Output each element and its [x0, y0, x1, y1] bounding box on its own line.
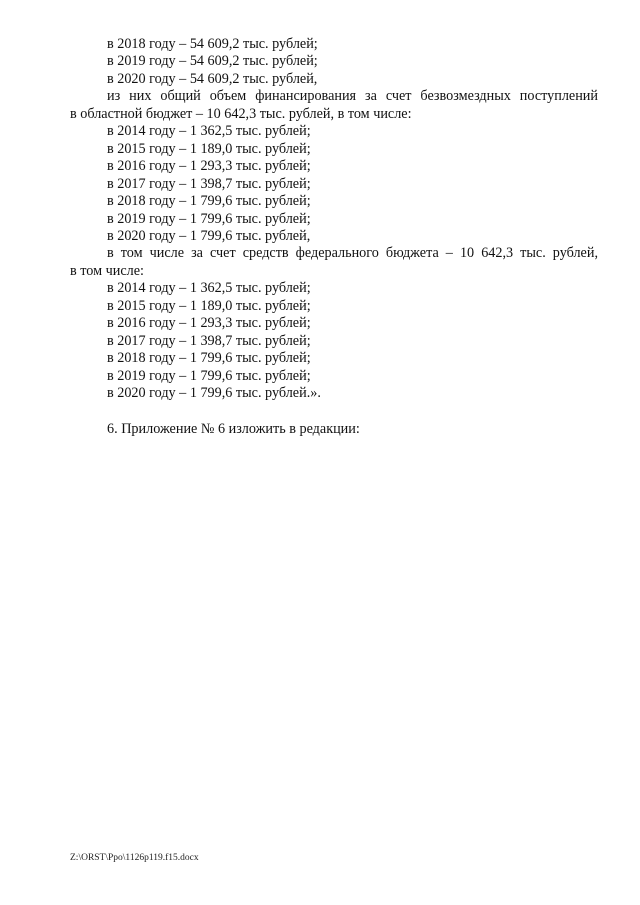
funding-line-2020: в 2020 году – 54 609,2 тыс. рублей, [107, 70, 318, 87]
list-item: в 2019 году – 1 799,6 тыс. рублей; [107, 367, 311, 384]
document-body [70, 36, 598, 438]
paragraph-gratuitous-receipts-line1: из них общий объем финансирования за счет безвозмездных поступлений [107, 88, 598, 105]
paragraph-federal-budget-line2: в том числе: [70, 262, 144, 279]
list-item: в 2014 году – 1 362,5 тыс. рублей; [107, 280, 311, 297]
list-item: в 2015 году – 1 189,0 тыс. рублей; [107, 140, 311, 157]
list-item: в 2016 году – 1 293,3 тыс. рублей; [107, 315, 311, 332]
list-item: в 2019 году – 1 799,6 тыс. рублей; [107, 210, 311, 227]
list-item: в 2017 году – 1 398,7 тыс. рублей; [107, 175, 311, 192]
list-item: в 2014 году – 1 362,5 тыс. рублей; [107, 123, 311, 140]
list-item: в 2020 году – 1 799,6 тыс. рублей.». [107, 385, 321, 402]
funding-line-2019: в 2019 году – 54 609,2 тыс. рублей; [107, 53, 318, 70]
list-item: в 2015 году – 1 189,0 тыс. рублей; [107, 297, 311, 314]
list-item: в 2018 году – 1 799,6 тыс. рублей; [107, 350, 311, 367]
paragraph-spacer [70, 403, 598, 421]
paragraph-federal-budget-line1: в том числе за счет средств федерального бюджета – 10 642,3 тыс. рублей, [107, 245, 598, 262]
item-6-annex-instruction: 6. Приложение № 6 изложить в редакции: [107, 420, 360, 437]
funding-line-2018: в 2018 году – 54 609,2 тыс. рублей; [107, 36, 318, 52]
list-item: в 2020 году – 1 799,6 тыс. рублей, [107, 227, 311, 244]
list-item: в 2018 году – 1 799,6 тыс. рублей; [107, 193, 311, 210]
list-item: в 2016 году – 1 293,3 тыс. рублей; [107, 158, 311, 175]
paragraph-gratuitous-receipts-line2: в областной бюджет – 10 642,3 тыс. рублей, в том числе: [70, 105, 412, 122]
footer-file-path: Z:\ORST\Ppo\1126p119.f15.docx [70, 853, 199, 863]
list-item: в 2017 году – 1 398,7 тыс. рублей; [107, 332, 311, 349]
